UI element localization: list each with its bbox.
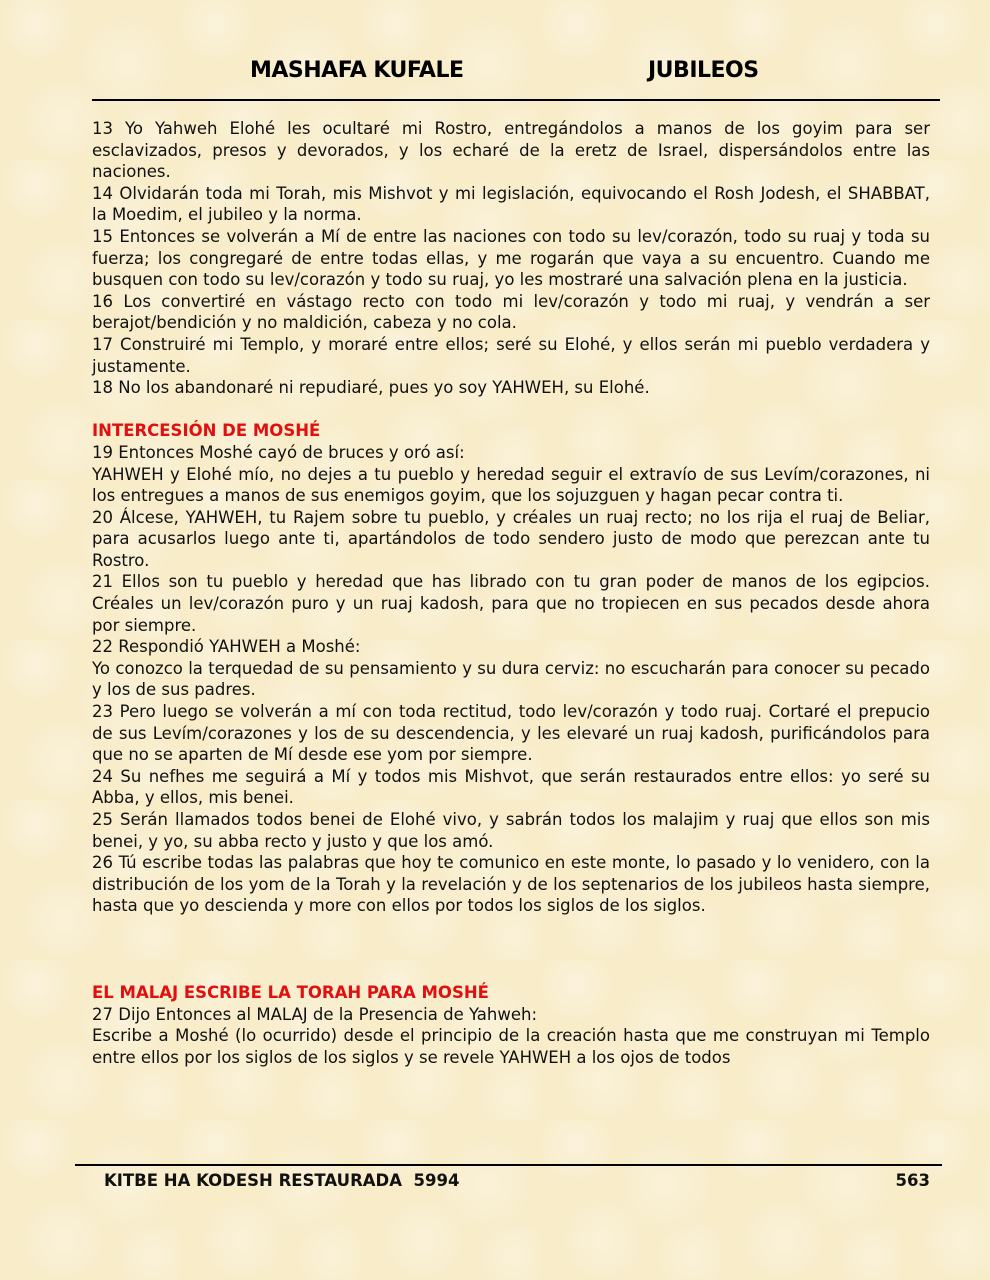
- verse-20: 20 Álcese, YAHWEH, tu Rajem sobre tu pueblo, y créales un ruaj recto; no los rija el ruaj de Beliar, para acusarlos luego ante ti, apartándolos de todo sendero justo de modo que perezcan ante tu Rostro.: [92, 507, 930, 570]
- verse-19: 19 Entonces Moshé cayó de bruces y oró así:: [92, 442, 465, 462]
- header-book-title: MASHAFA KUFALE: [250, 58, 464, 83]
- verse-24: 24 Su nefhes me seguirá a Mí y todos mis Mishvot, que serán restaurados entre ellos: yo seré su Abba, y ellos, mis benei.: [92, 766, 930, 808]
- spacer: [92, 399, 930, 421]
- page-number: 563: [895, 1171, 930, 1190]
- verse-15: 15 Entonces se volverán a Mí de entre las naciones con todo su lev/corazón, todo su ruaj y toda su fuerza; los congregaré de entre todas ellas, y me rogarán que vaya a su encuentro. Cuando me busquen con todo su lev/corazón y todo su ruaj, yo les mostraré una salvación plena en la justicia.: [92, 226, 930, 290]
- verse-22-reply: Yo conozco la terquedad de su pensamiento y su dura cerviz: no escucharán para conocer su pecado y los de sus padres.: [92, 658, 930, 700]
- verse-13: 13 Yo Yahweh Elohé les ocultaré mi Rostro, entregándolos a manos de los goyim para ser esclavizados, presos y devorados, y los echaré de la eretz de Israel, dispersándolos entre las naciones.: [92, 119, 930, 182]
- page-body: [92, 118, 930, 1068]
- verse-23: 23 Pero luego se volverán a mí con toda rectitud, todo lev/corazón y todo ruaj. Cortaré el prepucio de sus Levím/corazones y los de su descendencia, y les elevaré un ruaj kadosh, purificándolos para que no se aparten de Mí desde ese yom por siempre.: [92, 702, 930, 765]
- verse-18: 18 No los abandonaré ni repudiaré, pues yo soy YAHWEH, su Elohé.: [92, 378, 650, 398]
- section-heading-malaj: EL MALAJ ESCRIBE LA TORAH PARA MOSHÉ: [92, 982, 489, 1002]
- verse-26: 26 Tú escribe todas las palabras que hoy te comunico en este monte, lo pasado y lo venidero, con la distribución de los yom de la Torah y la revelación y de los septenarios de los jubileos hasta siempre, hasta que yo descienda y more con ellos por todos los siglos de los siglos.: [92, 853, 930, 916]
- spacer: [92, 917, 930, 982]
- verse-17: 17 Construiré mi Templo, y moraré entre ellos; seré su Elohé, y ellos serán mi pueblo verdadera y justamente.: [92, 334, 930, 376]
- header-divider: [92, 99, 940, 101]
- verse-14: 14 Olvidarán toda mi Torah, mis Mishvot y mi legislación, equivocando el Rosh Jodesh, el SHABBAT, la Moedim, el jubileo y la norma.: [92, 183, 930, 225]
- section-heading-intercession: INTERCESIÓN DE MOSHÉ: [92, 421, 321, 441]
- footer-book-name: KITBE HA KODESH RESTAURADA 5994: [104, 1171, 460, 1190]
- verse-27-instruction: Escribe a Moshé (lo ocurrido) desde el principio de la creación hasta que me construyan mi Templo entre ellos por los siglos de los siglos y se revele YAHWEH a los ojos de todos: [92, 1026, 930, 1067]
- verse-19-prayer: YAHWEH y Elohé mío, no dejes a tu pueblo y heredad seguir el extravío de sus Levím/corazones, ni los entregues a manos de sus enemigos goyim, que los sojuzguen y hagan pecar contra ti.: [92, 464, 930, 506]
- footer-divider: [75, 1164, 942, 1166]
- verse-21: 21 Ellos son tu pueblo y heredad que has librado con tu gran poder de manos de los egipcios. Créales un lev/corazón puro y un ruaj kadosh, para que no tropiecen en sus pecados desde ahora por siempre.: [92, 572, 930, 635]
- verse-27: 27 Dijo Entonces al MALAJ de la Presencia de Yahweh:: [92, 1004, 538, 1024]
- header-book-subtitle: JUBILEOS: [648, 58, 759, 83]
- page-header: [92, 58, 940, 98]
- verse-16: 16 Los convertiré en vástago recto con todo mi lev/corazón y todo mi ruaj, y vendrán a ser berajot/bendición y no maldición, cabeza y no cola.: [92, 291, 930, 333]
- verse-25: 25 Serán llamados todos benei de Elohé vivo, y sabrán todos los malajim y ruaj que ellos son mis benei, y yo, su abba recto y justo y que los amó.: [92, 810, 930, 851]
- verse-22: 22 Respondió YAHWEH a Moshé:: [92, 637, 361, 657]
